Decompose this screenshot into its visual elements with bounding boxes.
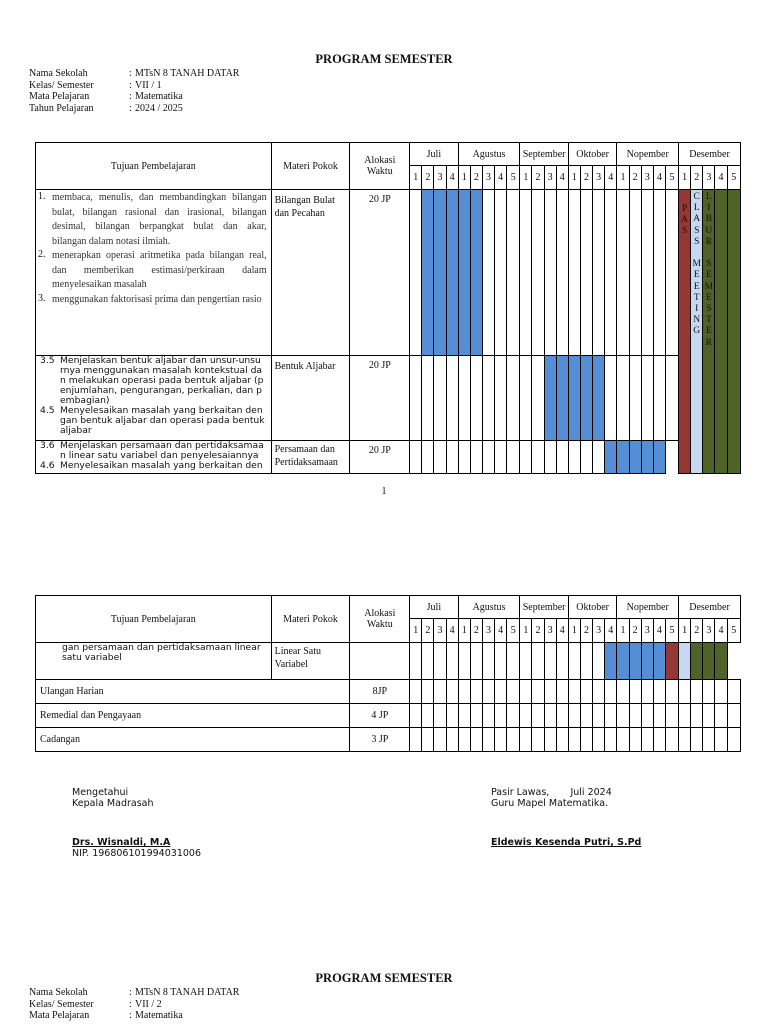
month-september: September: [520, 143, 569, 166]
week-cell: 5: [507, 166, 520, 190]
list-item: 4.5 Menyelesaikan masalah yang berkaitan den gan bentuk aljabar dan operasi pada bentuk aljabar: [40, 405, 265, 436]
week-cell: 3: [593, 619, 605, 643]
week-cell: 1: [617, 619, 629, 643]
extra-label: Cadangan: [36, 728, 350, 752]
week-cell: 3: [434, 619, 446, 643]
month-oktober: Oktober: [568, 143, 617, 166]
week-cell: 5: [727, 619, 740, 643]
headmaster-nip: NIP. 196806101994031006: [72, 848, 201, 859]
table-row: [36, 441, 741, 474]
materi-cell: Bilangan Bulat dan Pecahan: [271, 190, 350, 356]
info-label: Kelas/ Semester: [29, 998, 94, 1010]
week-cell: 4: [446, 166, 458, 190]
list-item: 3.5 Menjelaskan bentuk aljabar dan unsur-unsu rnya menggunakan masalah kontekstual da n melakukan operasi pada bentuk aljabar (p enjumlahan, pengurangan, perkalian, dan p embagian): [40, 355, 264, 406]
header-alokasi: Alokasi Waktu: [350, 143, 410, 190]
class-meeting-column: [691, 190, 703, 474]
teacher-name: Eldewis Kesenda Putri, S.Pd: [491, 837, 642, 848]
tujuan-cell: [36, 356, 272, 441]
week-cell: 1: [520, 619, 532, 643]
week-cell: 4: [495, 619, 507, 643]
alokasi-cell: 20 JP: [350, 190, 410, 356]
info-value: 2024 / 2025: [135, 102, 183, 114]
info-value: VII / 2: [135, 998, 162, 1010]
week-cell: 4: [446, 619, 458, 643]
libur-semester-column: [703, 190, 715, 474]
list-item: 1. membaca, menulis, dan membandingkan bilangan bulat, bilangan rasional dan irasional, bilangan desimal, bilangan berpangkat bulat dan akar, bilangan dalam notasi ilmiah.: [38, 191, 267, 247]
libur-semester-label: L I B U R S E M E S T E R: [704, 192, 714, 348]
month-nopember: Nopember: [617, 143, 679, 166]
info-label: Mata Pelajaran: [29, 91, 90, 102]
info-value: MTsN 8 TANAH DATAR: [135, 68, 240, 79]
info-label: Nama Sekolah: [29, 68, 88, 79]
materi-cell: Linear Satu Variabel: [271, 643, 350, 680]
week-cell: 1: [410, 166, 422, 190]
week-cell: 3: [544, 166, 556, 190]
signature-left: Mengetahui Kepala Madrasah Drs. Wisnaldi, M.A NIP. 196806101994031006: [72, 787, 201, 859]
week-cell: 3: [703, 166, 715, 190]
month-desember: Desember: [679, 143, 741, 166]
week-cell: 4: [556, 619, 568, 643]
month-agustus: Agustus: [458, 596, 520, 619]
week-cell: 1: [679, 619, 691, 643]
week-cell: 4: [653, 619, 665, 643]
headmaster-name: Drs. Wisnaldi, M.A: [72, 837, 171, 848]
week-cell: 1: [458, 619, 470, 643]
header-tujuan: Tujuan Pembelajaran: [36, 143, 272, 190]
month-juli: Juli: [410, 596, 459, 619]
tujuan-cell: gan persamaan dan pertidaksamaan linear satu variabel: [36, 643, 272, 680]
week-cell: 4: [495, 166, 507, 190]
list-item: 3. menggunakan faktorisasi prima dan pengertian rasio: [38, 292, 262, 305]
materi-cell: Persamaan dan Pertidaksamaan: [271, 441, 350, 474]
header-alokasi: Alokasi Waktu: [350, 596, 410, 643]
schedule-table-1: [35, 142, 741, 474]
school-info-2: Nama Sekolah : MTsN 8 TANAH DATAR Kelas/ Semester : VII / 2 Mata Pelajaran : Matematika: [29, 987, 240, 1021]
info-label: Tahun Pelajaran: [29, 102, 94, 114]
table-row: [36, 190, 741, 356]
week-cell: 2: [580, 619, 592, 643]
month-desember: Desember: [679, 596, 741, 619]
week-cell: 4: [605, 166, 617, 190]
info-label: Kelas/ Semester: [29, 79, 94, 91]
list-item: 2. menerapkan operasi aritmetika pada bilangan real, dan memberikan estimasi/perkiraan dalam menyelesaikan masalah: [38, 249, 267, 290]
pas-column: [679, 190, 691, 474]
table-row: [36, 728, 741, 752]
month-september: September: [520, 596, 569, 619]
info-value: Matematika: [135, 91, 183, 102]
week-cell: 1: [520, 166, 532, 190]
week-cell: 2: [470, 619, 482, 643]
week-cell: 2: [532, 619, 544, 643]
info-value: VII / 1: [135, 79, 162, 91]
list-item: 3.6 Menjelaskan persamaan dan pertidaksamaa n linear satu variabel dan penyelesaiannya: [40, 440, 264, 461]
tujuan-cell: [36, 190, 272, 356]
alokasi-cell: 20 JP: [350, 356, 410, 441]
week-cell: 4: [556, 166, 568, 190]
school-info: Nama Sekolah : MTsN 8 TANAH DATAR Kelas/ Semester : VII / 1 Mata Pelajaran : Matematika Tahun Pelajaran : 2024 / 2025: [29, 68, 240, 114]
week-cell: 3: [434, 166, 446, 190]
week-cell: 3: [482, 166, 494, 190]
extra-label: Ulangan Harian: [36, 680, 350, 704]
week-cell: 2: [470, 166, 482, 190]
week-cell: 2: [422, 619, 434, 643]
month-nopember: Nopember: [617, 596, 679, 619]
week-cell: 3: [482, 619, 494, 643]
week-cell: 5: [665, 166, 678, 190]
week-cell: 1: [568, 166, 580, 190]
week-cell: 2: [580, 166, 592, 190]
week-cell: 1: [617, 166, 629, 190]
week-cell: 4: [715, 166, 727, 190]
page-title-2: PROGRAM SEMESTER: [315, 971, 453, 985]
week-cell: 3: [703, 619, 715, 643]
week-cell: 1: [458, 166, 470, 190]
week-cell: 1: [568, 619, 580, 643]
header-materi: Materi Pokok: [271, 596, 350, 643]
class-meeting-label: C L A S S M E E T I N G: [692, 192, 701, 337]
signature-right: Pasir Lawas, Juli 2024 Guru Mapel Matematika. Eldewis Kesenda Putri, S.Pd: [491, 787, 642, 848]
week-cell: 4: [653, 166, 665, 190]
page-number: 1: [381, 486, 387, 497]
week-cell: 3: [544, 619, 556, 643]
week-cell: 2: [629, 166, 641, 190]
table-row: [36, 680, 741, 704]
header-tujuan: Tujuan Pembelajaran: [36, 596, 272, 643]
extra-jp: 8JP: [350, 680, 410, 704]
info-value: MTsN 8 TANAH DATAR: [135, 987, 240, 998]
month-agustus: Agustus: [458, 143, 520, 166]
week-cell: 4: [715, 619, 727, 643]
header-materi: Materi Pokok: [271, 143, 350, 190]
week-cell: 2: [422, 166, 434, 190]
week-cell: 2: [691, 619, 703, 643]
week-cell: 1: [679, 166, 691, 190]
extra-jp: 3 JP: [350, 728, 410, 752]
month-juli: Juli: [410, 143, 459, 166]
info-label: Nama Sekolah: [29, 987, 88, 998]
table-row: [36, 643, 741, 680]
table-row: [36, 704, 741, 728]
alokasi-cell: 20 JP: [350, 441, 410, 474]
week-cell: 5: [727, 166, 740, 190]
week-cell: 1: [410, 619, 422, 643]
extra-jp: 4 JP: [350, 704, 410, 728]
info-value: Matematika: [135, 1010, 183, 1021]
list-item: 4.6 Menyelesaikan masalah yang berkaitan den: [40, 460, 263, 471]
page-title: PROGRAM SEMESTER: [315, 52, 453, 66]
week-cell: 5: [665, 619, 678, 643]
info-label: Mata Pelajaran: [29, 1010, 90, 1021]
week-cell: 2: [532, 166, 544, 190]
schedule-table-2: [35, 595, 741, 752]
week-cell: 2: [629, 619, 641, 643]
pas-label: P A S: [681, 204, 689, 237]
month-oktober: Oktober: [568, 596, 617, 619]
tujuan-cell: [36, 441, 272, 474]
extra-label: Remedial dan Pengayaan: [36, 704, 350, 728]
week-cell: 3: [641, 619, 653, 643]
week-cell: 3: [593, 166, 605, 190]
week-cell: 3: [641, 166, 653, 190]
week-cell: 2: [691, 166, 703, 190]
table-row: [36, 356, 741, 441]
week-cell: 4: [605, 619, 617, 643]
week-cell: 5: [507, 619, 520, 643]
materi-cell: Bentuk Aljabar: [271, 356, 350, 441]
